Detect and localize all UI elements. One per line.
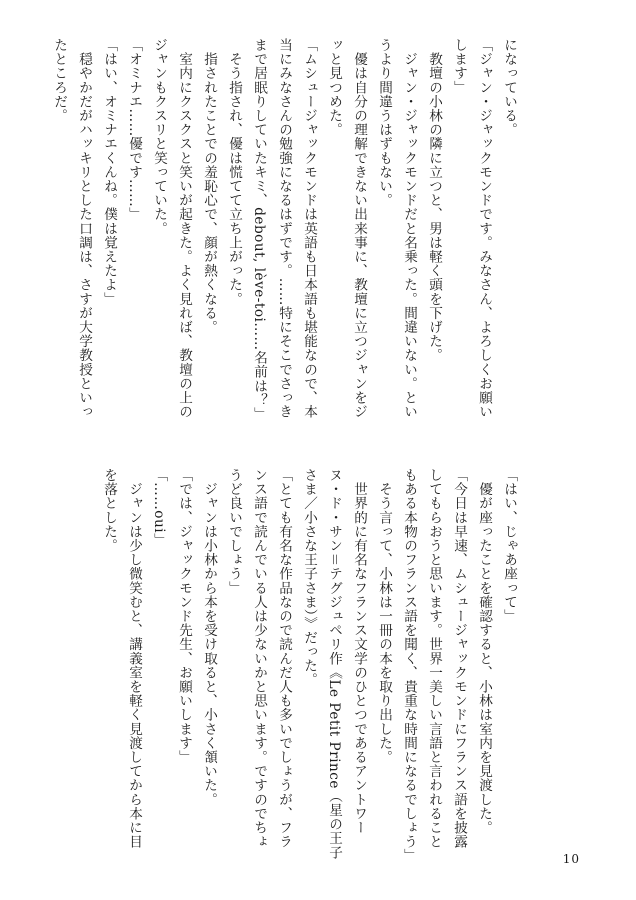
paragraph: ジャンは少し微笑むと、講義室を軽く見渡してから本に目を落とした。: [101, 468, 142, 849]
paragraph: 「……oui」: [151, 468, 167, 548]
paragraph: 穏やかだがハッキリとした口調は、さすが大学教授といったところだ。: [51, 38, 92, 419]
paragraph: ジャン・ジャックモンドだと名乗った。間違いない。というより間違うはずもない。: [376, 38, 417, 419]
paragraph: ジャンは小林から本を受け取ると、小さく頷いた。: [201, 468, 217, 807]
paragraph: 世界的に有名なフランス文学のひとつであるアントワーヌ・ド・サン＝テグジュペリ作《Le Petit Prince（星の王子さま／小さな王子さま）》だった。: [301, 468, 367, 860]
lower-text-block: [101, 468, 521, 863]
paragraph: 「今日は早速、ムシュージャックモンドにフランス語を披露してもらおうと思います。世界一美しい言語と言われることもある本物のフランス語を聞く、貴重な時間になるでしょう」: [401, 468, 467, 863]
paragraph: になっている。: [501, 38, 517, 137]
paragraph: 優は自分の理解できない出来事に、教壇に立つジャンをジッと見つめた。: [326, 38, 367, 419]
paragraph: 指されたことでの羞恥心で、顔が熱くなる。: [201, 38, 217, 335]
paragraph: 優が座ったことを確認すると、小林は室内を見渡した。: [476, 468, 492, 835]
paragraph: そう言って、小林は一冊の本を取り出した。: [376, 468, 392, 765]
paragraph: 「はい、じゃあ座って」: [501, 468, 517, 624]
paragraph: 教壇の小林の隣に立つと、男は軽く頭を下げた。: [426, 38, 442, 363]
paragraph: 「ジャン・ジャックモンドです。みなさん、よろしくお願いします」: [451, 38, 492, 419]
paragraph: 「はい、オミナエくんね。僕は覚えたよ」: [101, 38, 117, 306]
paragraph: 室内にクスクスと笑いが起きた。よく見れば、教壇の上のジャンもクスリと笑っていた。: [151, 38, 192, 419]
upper-text-block: [51, 38, 521, 430]
paragraph: 「では、ジャックモンド先生、お願いします」: [176, 468, 192, 765]
paragraph: 「オミナエ……優です……」: [126, 38, 142, 222]
page-number: 10: [562, 852, 580, 866]
paragraph: 「ムシュージャックモンドは英語も日本語も堪能なので、本当にみなさんの勉強になるはずです。……特にそこでさっきまで居眠りしていたキミ、debout, lève-toi……名前は？」: [251, 38, 317, 422]
paragraph: そう指され、優は慌てて立ち上がった。: [226, 38, 242, 306]
paragraph: 「とても有名な作品なので読んだ人も多いでしょうが、フランス語で読んでいる人は少ないかと思います。ですのでちょうど良いでしょう」: [226, 468, 292, 849]
